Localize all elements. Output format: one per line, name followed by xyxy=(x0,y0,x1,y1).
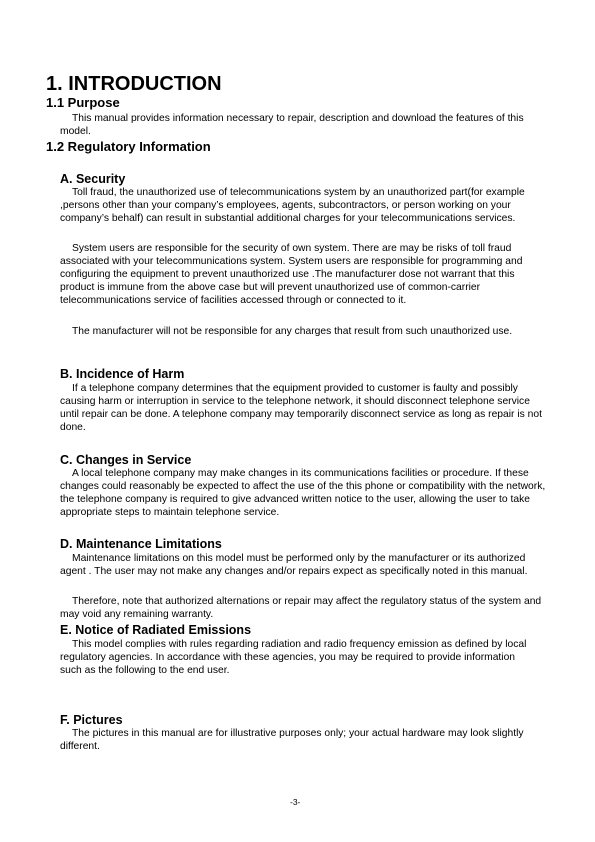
harm-paragraph xyxy=(60,382,548,434)
harm-heading: B. Incidence of Harm xyxy=(60,367,185,381)
pictures-text: The pictures in this manual are for illustrative purposes only; your actual hardware may look slightly different. xyxy=(60,728,524,752)
maintenance-paragraph-1 xyxy=(60,552,550,578)
emissions-text: This model complies with rules regarding radiation and radio frequency emission as defined by local regulatory agencies. In accordance with these agencies, you may be required to provide information such as the following to the end user. xyxy=(60,639,527,676)
regulatory-heading: 1.2 Regulatory Information xyxy=(46,139,211,154)
harm-text: If a telephone company determines that the equipment provided to customer is faulty and possibly causing harm or interruption in service to the telephone network, it should disconnect telephone service until repair can be done. A telephone company may temporarily disconnect service as long as repair is not done. xyxy=(60,383,542,433)
changes-text: A local telephone company may make changes in its communications facilities or procedure. If these changes could reasonably be expected to affect the use of the this phone or compatibility with the network, the telephone company is required to give advanced written notice to the user, allowing the user to take appropriate steps to maintain telephone service. xyxy=(60,468,546,518)
maintenance-text-2: Therefore, note that authorized alternations or repair may affect the regulatory status of the system and may void any remaining warranty. xyxy=(60,596,542,620)
purpose-heading: 1.1 Purpose xyxy=(46,95,120,110)
pictures-heading: F. Pictures xyxy=(60,713,123,727)
maintenance-paragraph-2 xyxy=(60,595,550,621)
security-paragraph-3 xyxy=(60,325,548,338)
security-paragraph-2 xyxy=(60,242,548,307)
purpose-text: This manual provides information necessary to repair, description and download the features of this model. xyxy=(60,113,524,137)
changes-paragraph xyxy=(60,467,550,519)
maintenance-heading: D. Maintenance Limitations xyxy=(60,537,222,551)
purpose-paragraph xyxy=(60,112,538,138)
security-heading: A. Security xyxy=(60,172,126,186)
security-text-3: The manufacturer will not be responsible for any charges that result from such unauthorized use. xyxy=(72,326,513,337)
pictures-paragraph xyxy=(60,727,546,753)
emissions-paragraph xyxy=(60,638,530,677)
security-text-1: Toll fraud, the unauthorized use of telecommunications system by an unauthorized part(for example ,persons other than your company’s employees, agents, subcontractors, or person working on your company’s behalf) can result in substantial additional charges for your telecommunications services. xyxy=(60,187,525,224)
maintenance-text-1: Maintenance limitations on this model must be performed only by the manufacturer or its authorized agent . The user may not make any changes and/or repairs expect as specifically noted in this manual. xyxy=(60,553,528,577)
emissions-heading: E. Notice of Radiated Emissions xyxy=(60,623,252,637)
security-paragraph-1 xyxy=(60,186,548,225)
security-text-2: System users are responsible for the security of own system. There are may be risks of toll fraud associated with your telecommunications system. System users are responsible for programming and configuring the equipment to prevent unauthorized use .The manufacturer dose not warrant that this product is immune from the above case but will prevent unauthorized use of common-carrier telecommunications service of facilities accessed through or connected to it. xyxy=(60,243,523,306)
page-title: 1. INTRODUCTION xyxy=(46,73,222,95)
page-number: -3- xyxy=(290,797,301,807)
changes-heading: C. Changes in Service xyxy=(60,453,192,467)
